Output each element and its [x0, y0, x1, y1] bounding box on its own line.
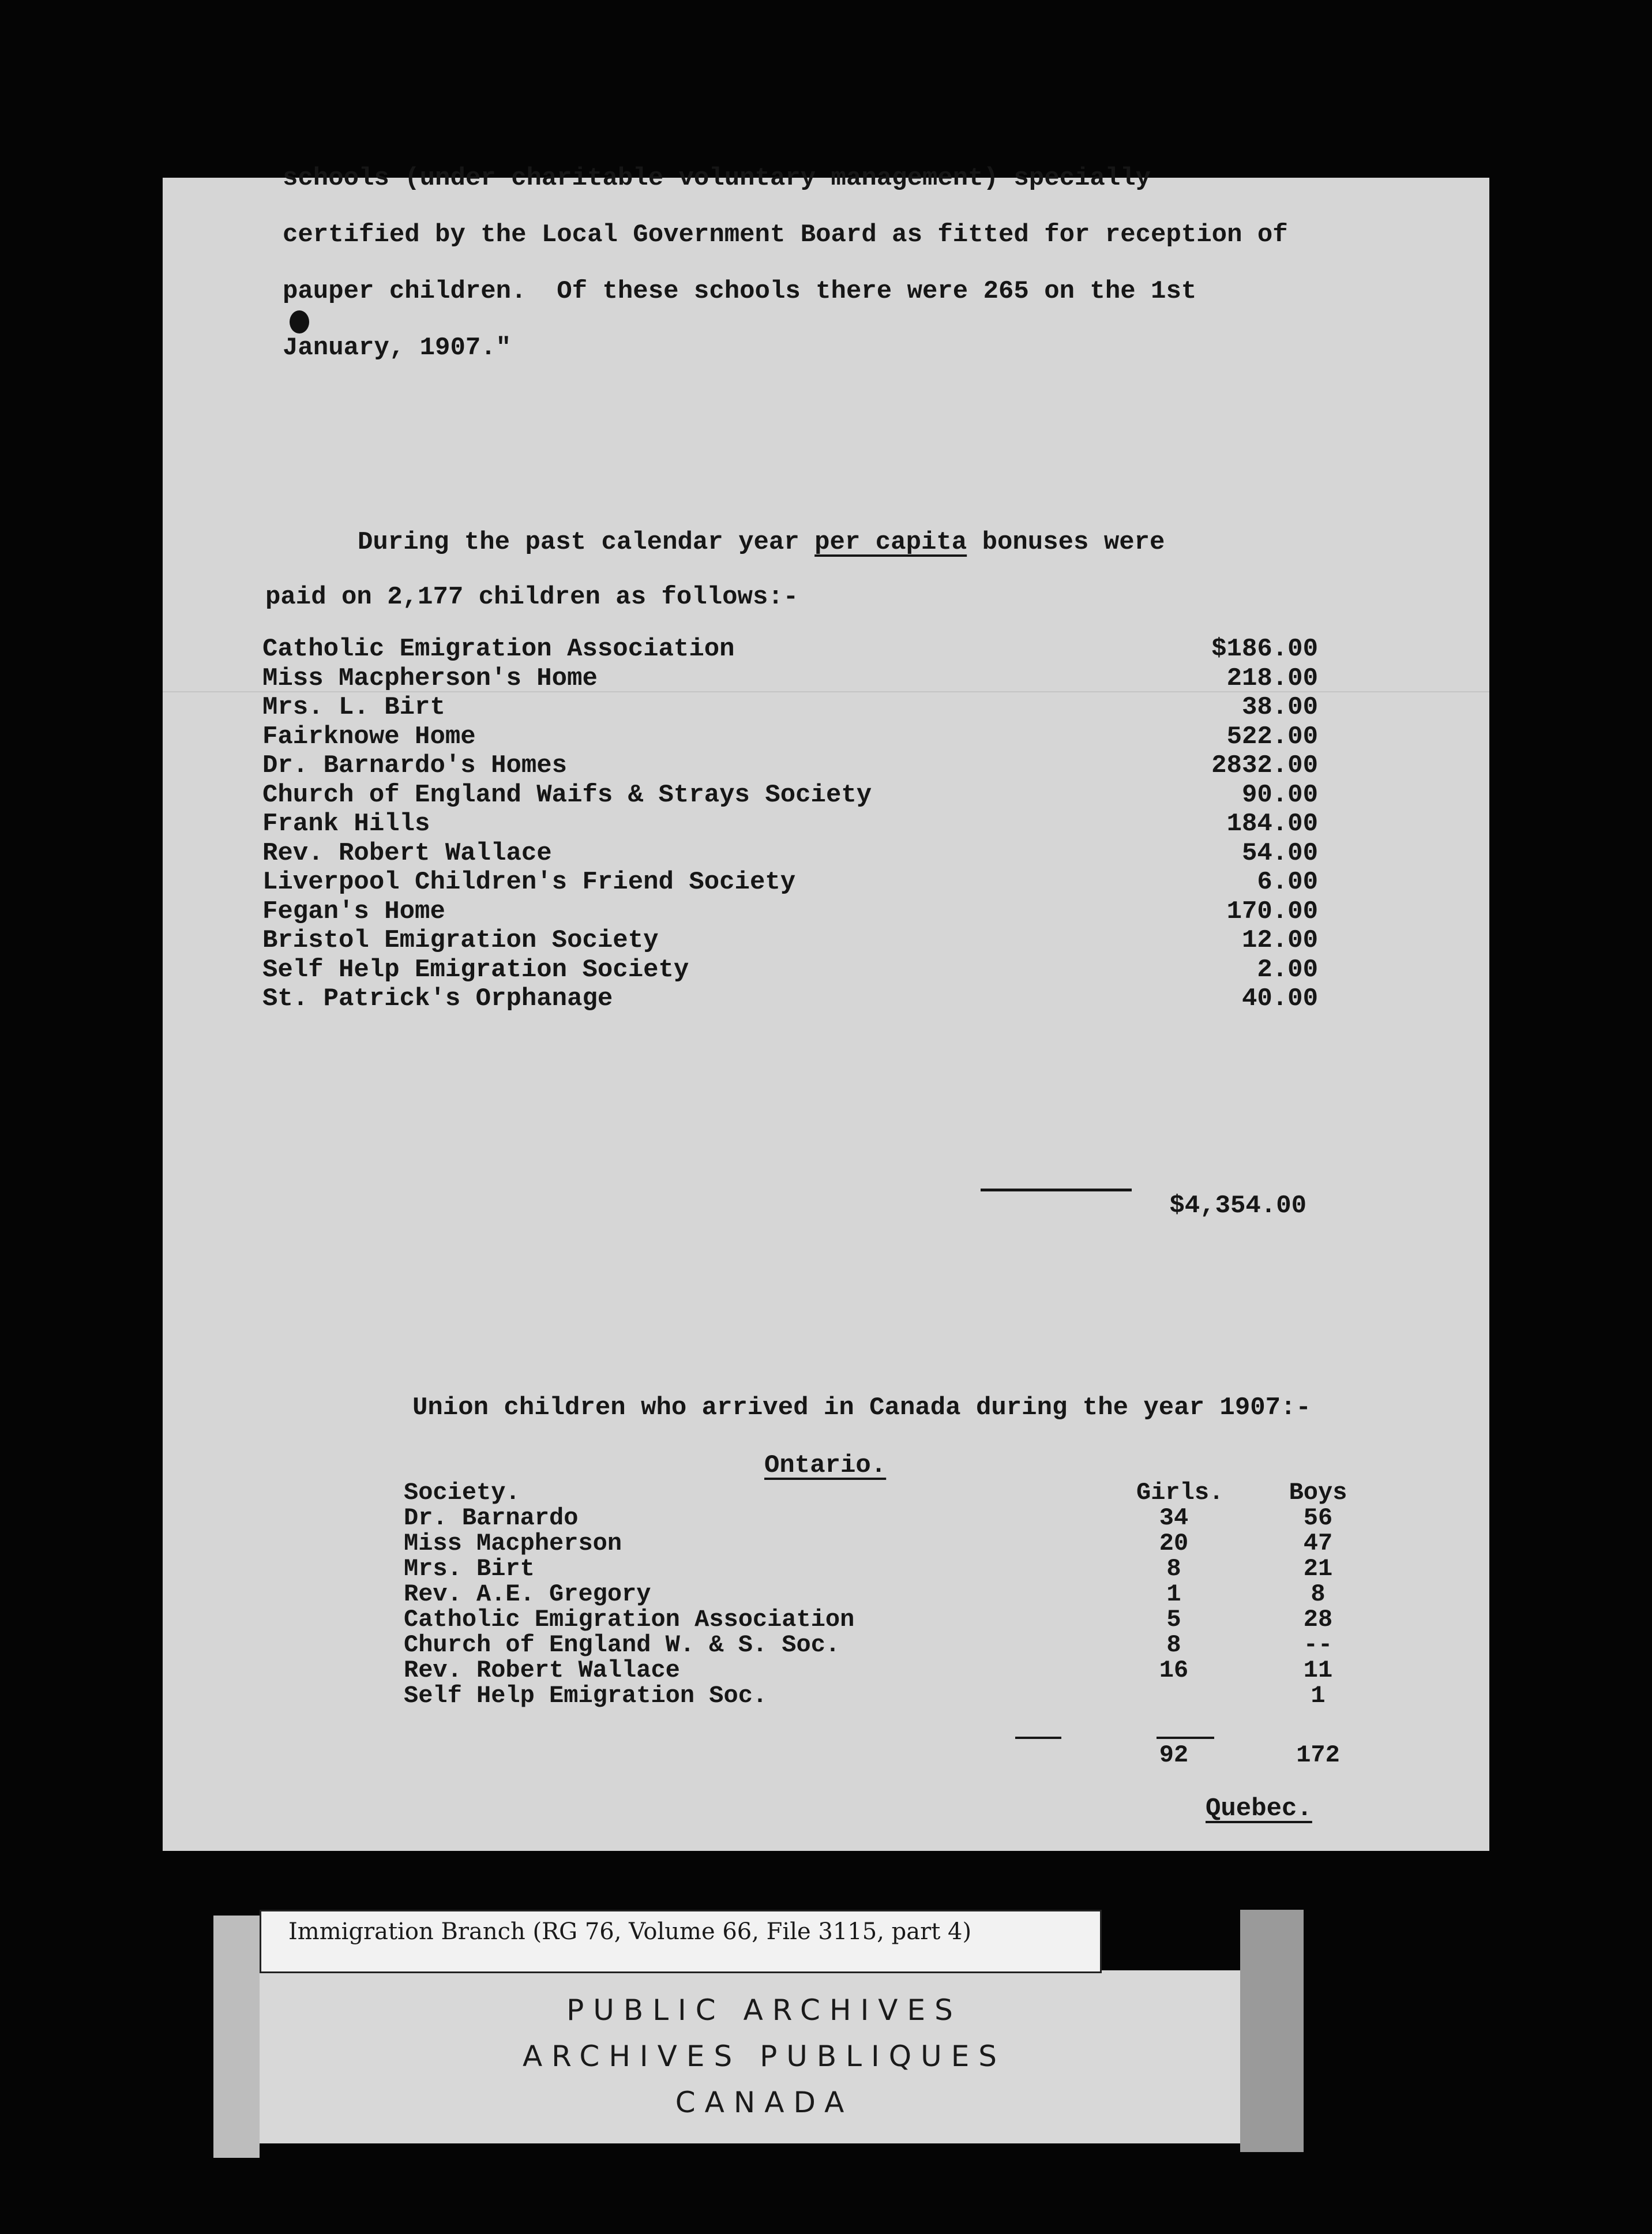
bonus-amount: 12.00: [1241, 926, 1318, 955]
union-children-table: [404, 1479, 1347, 1710]
boys-header: Boys: [1289, 1479, 1347, 1506]
table-row: [404, 1631, 1333, 1659]
bonus-society: Bristol Emigration Society: [262, 926, 659, 955]
bonus-amount: 40.00: [1241, 984, 1318, 1013]
society-cell: Miss Macpherson: [404, 1530, 622, 1557]
bonus-row: [262, 635, 1318, 664]
bonus-society: Church of England Waifs & Strays Society: [262, 780, 872, 809]
society-header: Society.: [404, 1479, 520, 1506]
girls-cell: 20: [1159, 1530, 1189, 1557]
bonus-intro-line-2: paid on 2,177 children as follows:-: [265, 583, 799, 612]
ontario-heading: Ontario.: [764, 1451, 887, 1480]
quebec-heading: Quebec.: [1206, 1794, 1312, 1823]
boys-total: 172: [1296, 1741, 1340, 1769]
bonus-society: Liverpool Children's Friend Society: [262, 868, 796, 897]
bonus-intro-text: During the past calendar year: [358, 528, 815, 557]
girls-total: 92: [1159, 1741, 1189, 1769]
opening-paragraph: schools (under charitable voluntary management) specially certified by the Local Government Board as fitted for reception of pauper children. Of these schools there were 265 on the 1st January, 1907.": [283, 164, 1304, 362]
boys-cell: 28: [1303, 1606, 1333, 1633]
table-row: [404, 1656, 1333, 1684]
boys-total-rule: [1157, 1737, 1214, 1739]
boys-cell: 8: [1311, 1580, 1326, 1608]
bonus-amount: $186.00: [1211, 635, 1318, 664]
archives-stamp: [260, 1970, 1269, 2143]
girls-cell: 1: [1166, 1580, 1181, 1608]
archive-label: Immigration Branch (RG 76, Volume 66, File 3115, part 4): [288, 1918, 972, 1945]
stamp-line-3: CANADA: [675, 2086, 854, 2119]
bonus-amount: 218.00: [1226, 664, 1318, 693]
bonus-row: [262, 897, 1318, 927]
bonus-amount: 170.00: [1226, 897, 1318, 926]
girls-header: Girls.: [1136, 1479, 1224, 1506]
bonus-amount: 184.00: [1226, 809, 1318, 838]
society-cell: Dr. Barnardo: [404, 1504, 579, 1532]
bonus-society: Fairknowe Home: [262, 722, 476, 751]
bonus-intro-text-end: bonuses were: [967, 528, 1165, 557]
table-row: [404, 1683, 1327, 1708]
bonus-amount: 90.00: [1241, 780, 1318, 809]
boys-cell: --: [1303, 1631, 1333, 1659]
society-cell: Self Help Emigration Soc.: [404, 1682, 768, 1710]
per-capita-underlined: per capita: [814, 528, 967, 557]
bonus-list: [262, 635, 1318, 1014]
bonus-society: Dr. Barnardo's Homes: [262, 751, 568, 780]
bonus-row: [262, 926, 1318, 955]
bonus-society: Frank Hills: [262, 809, 430, 838]
boys-cell: 1: [1311, 1682, 1326, 1710]
bonus-society: St. Patrick's Orphanage: [262, 984, 613, 1013]
table-row: [404, 1581, 1327, 1607]
society-cell: Rev. Robert Wallace: [404, 1656, 680, 1684]
bonus-row: [262, 955, 1318, 985]
bonus-society: Catholic Emigration Association: [262, 635, 735, 664]
girls-total-rule: [1015, 1737, 1061, 1739]
boys-cell: 21: [1303, 1555, 1333, 1583]
table-header-row: [404, 1479, 1347, 1506]
boys-cell: 56: [1303, 1504, 1333, 1532]
bonus-row: [262, 781, 1318, 810]
bonus-row: [262, 722, 1318, 752]
girls-cell: 8: [1166, 1631, 1181, 1659]
bonus-society: Mrs. L. Birt: [262, 693, 445, 722]
bonus-row: [262, 984, 1318, 1014]
bonus-row: [262, 809, 1318, 839]
girls-cell: 5: [1166, 1606, 1181, 1633]
girls-cell: 16: [1159, 1656, 1189, 1684]
bonus-society: Fegan's Home: [262, 897, 445, 926]
bonus-row: [262, 868, 1318, 897]
union-intro: Union children who arrived in Canada during the year 1907:-: [412, 1393, 1311, 1422]
table-row: [404, 1504, 1333, 1532]
society-cell: Mrs. Birt: [404, 1555, 535, 1583]
boys-cell: 11: [1303, 1656, 1333, 1684]
archive-strip-right: [1240, 1910, 1304, 2152]
bonus-row: [262, 664, 1318, 694]
bonus-amount: 522.00: [1226, 722, 1318, 751]
society-cell: Church of England W. & S. Soc.: [404, 1631, 840, 1659]
bonus-total: $4,354.00: [1169, 1191, 1306, 1220]
bonus-society: Rev. Robert Wallace: [262, 838, 552, 868]
table-row: [404, 1530, 1333, 1557]
society-cell: Catholic Emigration Association: [404, 1606, 855, 1633]
archive-strip-left: [213, 1916, 260, 2158]
bonus-amount: 2.00: [1257, 955, 1318, 984]
table-row: [404, 1555, 1333, 1583]
girls-cell: 34: [1159, 1504, 1189, 1532]
boys-cell: 47: [1303, 1530, 1333, 1557]
stamp-line-2: ARCHIVES PUBLIQUES: [522, 2040, 1007, 2073]
girls-cell: 8: [1166, 1555, 1181, 1583]
bonus-row: [262, 693, 1318, 722]
bonus-row: [262, 839, 1318, 868]
bonus-amount: 54.00: [1241, 838, 1318, 868]
bonus-society: Miss Macpherson's Home: [262, 664, 598, 693]
society-cell: Rev. A.E. Gregory: [404, 1580, 651, 1608]
stamp-line-1: PUBLIC ARCHIVES: [566, 1993, 962, 2027]
bonus-amount: 2832.00: [1211, 751, 1318, 780]
bonus-intro-line-1: [358, 528, 1165, 557]
bonus-amount: 38.00: [1241, 693, 1318, 722]
bonus-society: Self Help Emigration Society: [262, 955, 689, 984]
table-row: [404, 1606, 1333, 1633]
bonus-amount: 6.00: [1257, 868, 1318, 897]
bonus-total-rule: [981, 1189, 1132, 1191]
bonus-row: [262, 751, 1318, 781]
